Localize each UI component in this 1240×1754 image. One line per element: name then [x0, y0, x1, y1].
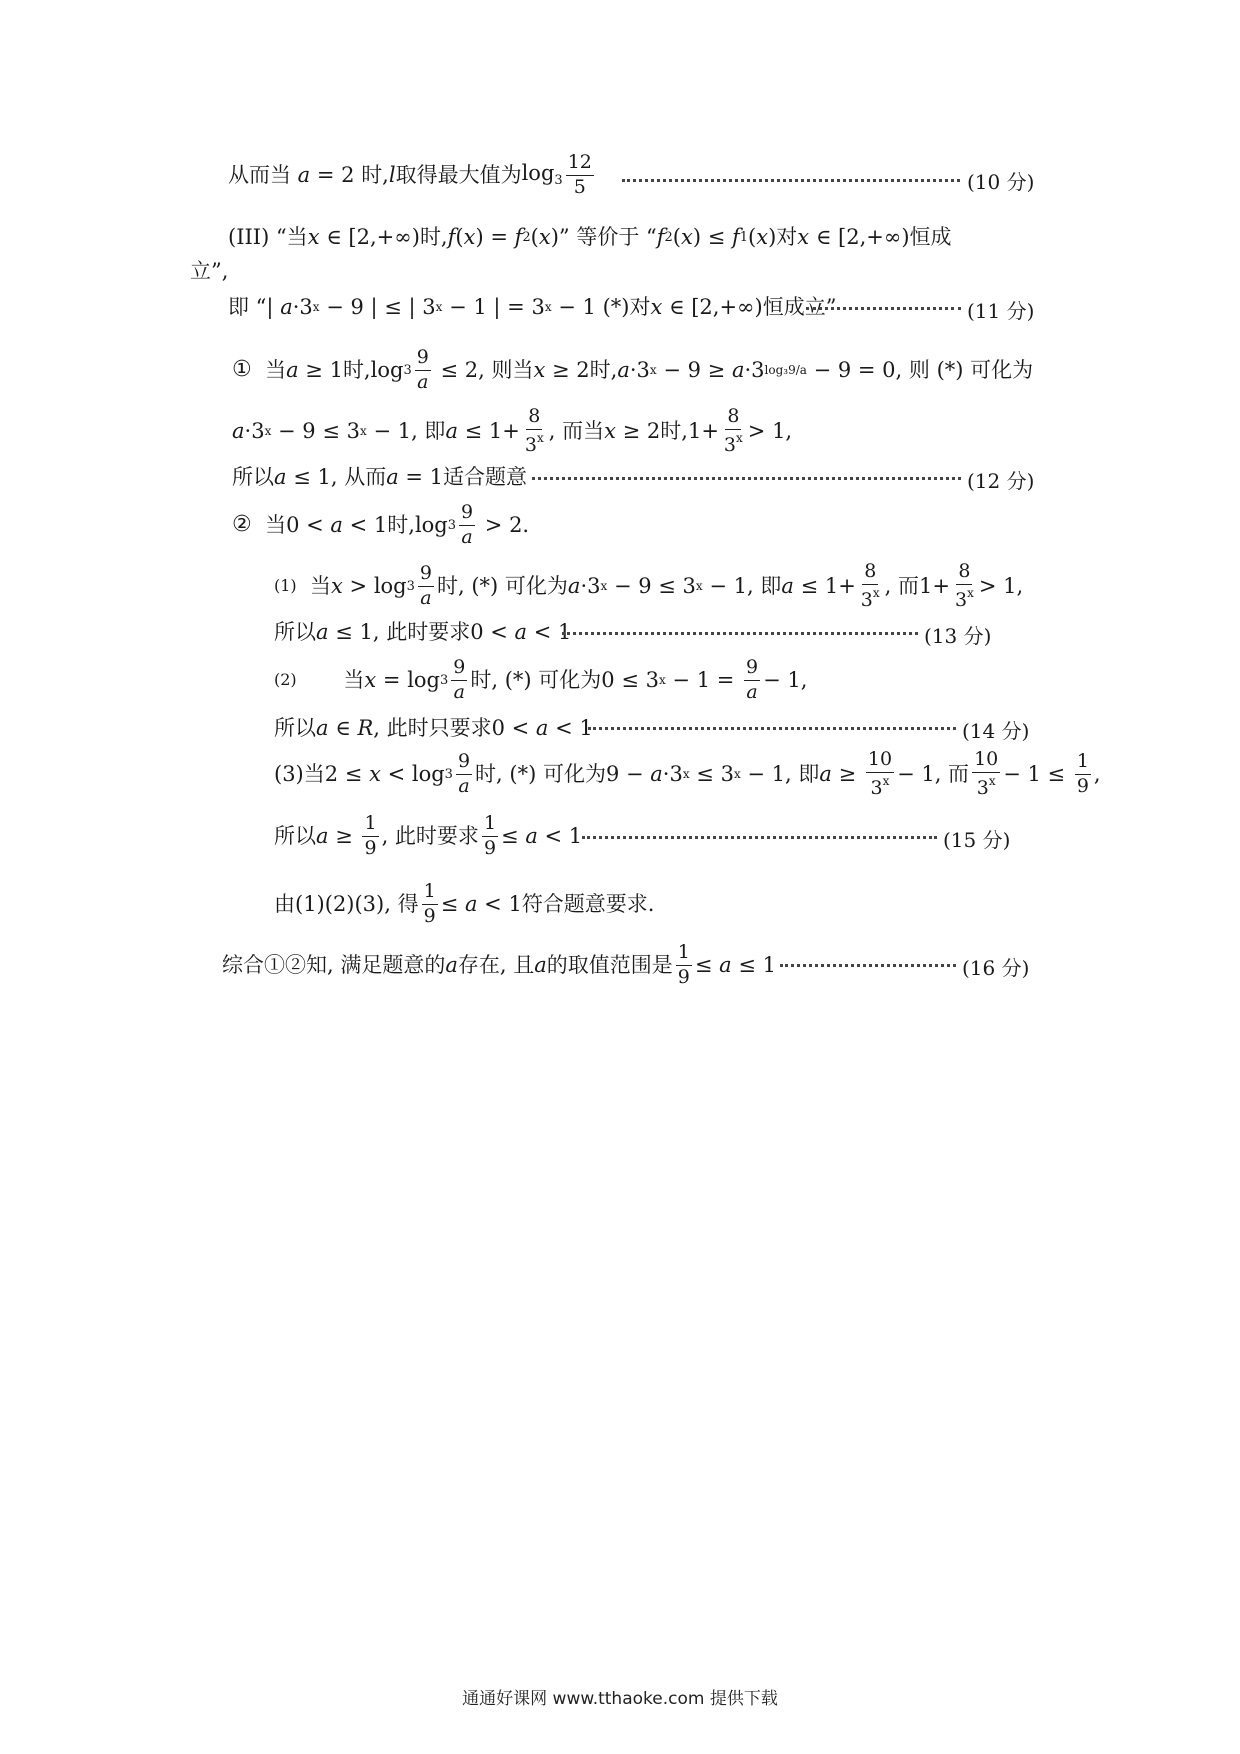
- text: 存在, 且: [457, 952, 535, 977]
- math: a: [819, 761, 832, 786]
- leader-dots: [588, 727, 956, 730]
- text: 时,: [361, 162, 389, 187]
- text: , 则 (*) 可化为: [895, 357, 1034, 382]
- text: 所以: [274, 715, 316, 740]
- line-part3: (III) “当 x ∈ [2,+∞) 时, f ( x ) = f 2 ( x ) ” 等价于 “ f 2 ( x ) ≤ f 1 ( x ) 对 x ∈ [2,+∞) 恒成: [228, 224, 952, 249]
- math: a: [781, 573, 794, 598]
- text: 当: [265, 357, 287, 382]
- text: 从而当: [228, 162, 291, 187]
- text: 综合①②知, 满足题意的: [222, 952, 446, 977]
- math: f: [656, 224, 665, 249]
- leader-dots: [780, 964, 956, 967]
- text: (3): [274, 761, 304, 786]
- fraction: $\frac{1}{9}$: [483, 811, 497, 859]
- line-sub2: (2) 当 x = log 3 $\frac{9}{a}$ 时, (*) 可化为 0 ≤ 3 x − 1 = $\frac{9}{a}$ − 1,: [274, 655, 808, 703]
- text: (1): [274, 576, 297, 595]
- text: 恒成: [909, 224, 952, 249]
- math: a: [274, 464, 287, 489]
- fraction: $\frac{9}{a}$: [453, 655, 466, 703]
- text: 当: [303, 761, 325, 786]
- line-conclusion: 综合①②知, 满足题意的 a 存在, 且 a 的取值范围是 $\frac{1}{9}$ ≤ a ≤ 1: [222, 940, 776, 988]
- math: x: [307, 224, 320, 249]
- text: 时,: [387, 512, 415, 537]
- fraction: $\frac{9}{a}$: [419, 561, 432, 609]
- text: 当: [265, 512, 287, 537]
- score-15: (15 分): [943, 828, 1011, 852]
- math: x: [533, 357, 546, 382]
- fraction: $\frac{10}{3^x}$: [974, 747, 999, 799]
- text: 立”,: [190, 258, 229, 283]
- fraction: $\frac{9}{a}$: [416, 345, 429, 393]
- text: 时, (*) 可化为: [437, 573, 568, 598]
- text: 符合题意要求.: [521, 891, 655, 916]
- text: 适合题意: [443, 464, 528, 489]
- fraction: $\frac{10}{3^x}$: [867, 747, 893, 799]
- line-case1: ① 当 a ≥ 1 时, log 3 $\frac{9}{a}$ ≤ 2 , 则当 x ≥ 2 时, a ·3 x − 9 ≥ a ·3 log₃9/a − 9 = 0 , 则 (*) 可化为: [232, 345, 1034, 393]
- fraction: $\frac{1}{9}$: [423, 879, 436, 927]
- math: x: [604, 418, 616, 443]
- fraction: $\frac{1}{9}$: [1076, 749, 1089, 797]
- score-13: (13 分): [924, 624, 992, 648]
- math: f: [447, 224, 456, 249]
- math: a: [567, 573, 581, 598]
- fraction: $\frac{8}{3^x}$: [955, 559, 974, 611]
- math: a: [617, 357, 630, 382]
- math: a: [316, 715, 329, 740]
- line-case1-b: a ·3 x − 9 ≤ 3 x − 1 , 即 a ≤ 1+ $\frac{8}{3^x}$ , 而当 x ≥ 2 时, 1+ $\frac{8}{3^x}$ > 1,: [232, 404, 793, 456]
- circle-one-mark: ①: [232, 357, 252, 382]
- text: 时,: [660, 418, 688, 443]
- text: , 即: [411, 418, 446, 443]
- fraction: $\frac{1}{9}$: [364, 811, 377, 859]
- line-max-value: 从而当 a = 2 时, l 取得最大值为 $\log_3$ $\frac{12}{5}$: [228, 150, 592, 198]
- text: 当: [310, 573, 332, 598]
- fraction: $\frac{9}{a}$: [461, 500, 474, 548]
- text: , 则当: [478, 357, 534, 382]
- leader-dots: [582, 836, 937, 839]
- line-equivalent: 即 “ | a ·3 x − 9 | ≤ | 3 x − 1 | = 3 x − 1 (*) 对 x ∈ [2,+∞) 恒成立”: [228, 294, 837, 319]
- leader-dots: [806, 307, 961, 310]
- math: a: [232, 418, 245, 443]
- fraction: $\frac{8}{3^x}$: [524, 404, 544, 456]
- circle-two-mark: ②: [232, 512, 252, 537]
- math: a: [534, 952, 547, 977]
- footer-credit: 通通好课网 www.tthaoke.com 提供下载: [462, 1689, 778, 1709]
- math: x: [650, 294, 663, 319]
- text: , 而: [884, 573, 920, 598]
- text: , 此时要求: [372, 619, 471, 644]
- leader-dots: [622, 179, 960, 182]
- score-16: (16 分): [962, 956, 1030, 980]
- math: a: [291, 162, 311, 187]
- math: l: [388, 162, 396, 187]
- math: a: [386, 464, 399, 489]
- math: a: [445, 418, 458, 443]
- math: a: [286, 357, 299, 382]
- line-sub3: (3) 当 2 ≤ x < log 3 $\frac{9}{a}$ 时, (*) 可化为 9 − a ·3 x ≤ 3 x − 1 , 即 a ≥ $\frac{10}{3^x}$ − 1 , 而 $\frac{10}{3^x}$ − 1 ≤ $\frac{1}{9}$ ,: [274, 747, 1101, 799]
- fraction: $\frac{8}{3^x}$: [860, 559, 880, 611]
- fraction: $\frac{8}{3^x}$: [723, 404, 743, 456]
- text: (2): [274, 670, 297, 689]
- math: x: [331, 573, 343, 598]
- math: a: [445, 952, 458, 977]
- fraction: $\frac{9}{a}$: [746, 655, 759, 703]
- line-combine-sub: 由(1)(2)(3), 得 $\frac{1}{9}$ ≤ a < 1 符合题意要求.: [274, 879, 655, 927]
- fraction: $\frac{9}{a}$: [457, 749, 471, 797]
- line-sub2-b: 所以 a ∈ R , 此时只要求 0 < a < 1: [274, 715, 593, 740]
- text: 时,: [589, 357, 618, 382]
- line-sub3-b: 所以 a ≥ $\frac{1}{9}$ , 此时要求 $\frac{1}{9}$ ≤ a < 1: [274, 811, 583, 859]
- text: 所以: [232, 464, 274, 489]
- score-11: (11 分): [967, 299, 1035, 323]
- line-part3-cont: [190, 258, 228, 284]
- text: 即 “: [228, 294, 267, 319]
- math: x: [364, 667, 377, 692]
- text: 时, (*) 可化为: [475, 761, 606, 786]
- math: a: [316, 619, 329, 644]
- score-14: (14 分): [962, 719, 1030, 743]
- text: , 此时要求: [381, 823, 479, 848]
- text: (III) “当: [228, 224, 308, 249]
- text: , 从而: [330, 464, 387, 489]
- text: 取得最大值为: [395, 162, 522, 187]
- text: , 而: [934, 761, 970, 786]
- text: , 此时只要求: [373, 715, 492, 740]
- text: 时,: [419, 224, 448, 249]
- fraction: $\frac{1}{9}$: [677, 940, 690, 988]
- math: x: [797, 224, 810, 249]
- text: 对: [776, 224, 798, 249]
- text: 所以: [274, 619, 316, 644]
- line-sub1-b: 所以 a ≤ 1 , 此时要求 0 < a < 1: [274, 619, 572, 644]
- text: , 而当: [548, 418, 605, 443]
- leader-dots: [532, 477, 961, 480]
- text: ” 等价于 “: [558, 224, 657, 249]
- score-12: (12 分): [967, 469, 1035, 493]
- leader-dots: [562, 632, 918, 635]
- text: 对: [629, 294, 651, 319]
- text: 由(1)(2)(3), 得: [274, 891, 419, 916]
- math: $\log_3$: [521, 161, 563, 188]
- math: a: [316, 823, 329, 848]
- line-sub1: (1) 当 x > log 3 $\frac{9}{a}$ 时, (*) 可化为 a ·3 x − 9 ≤ 3 x − 1 , 即 a ≤ 1+ $\frac{8}{3^x}$ , 而 1+ $\frac{8}{3^x}$ > 1,: [274, 559, 1024, 611]
- text: 当: [343, 667, 365, 692]
- text: , 即: [785, 761, 820, 786]
- text: 的取值范围是: [546, 952, 673, 977]
- text: 所以: [274, 823, 316, 848]
- score-10: (10 分): [967, 170, 1035, 194]
- line-case2: ② 当 0 < a < 1 时, log 3 $\frac{9}{a}$ > 2.: [232, 500, 530, 548]
- text: , 即: [747, 573, 782, 598]
- text: 时,: [342, 357, 371, 382]
- line-case1-c: 所以 a ≤ 1 , 从而 a = 1 适合题意: [232, 464, 528, 489]
- text: 恒成立”: [762, 294, 837, 319]
- fraction: $\frac{12}{5}$: [567, 150, 592, 198]
- text: 时, (*) 可化为: [470, 667, 602, 692]
